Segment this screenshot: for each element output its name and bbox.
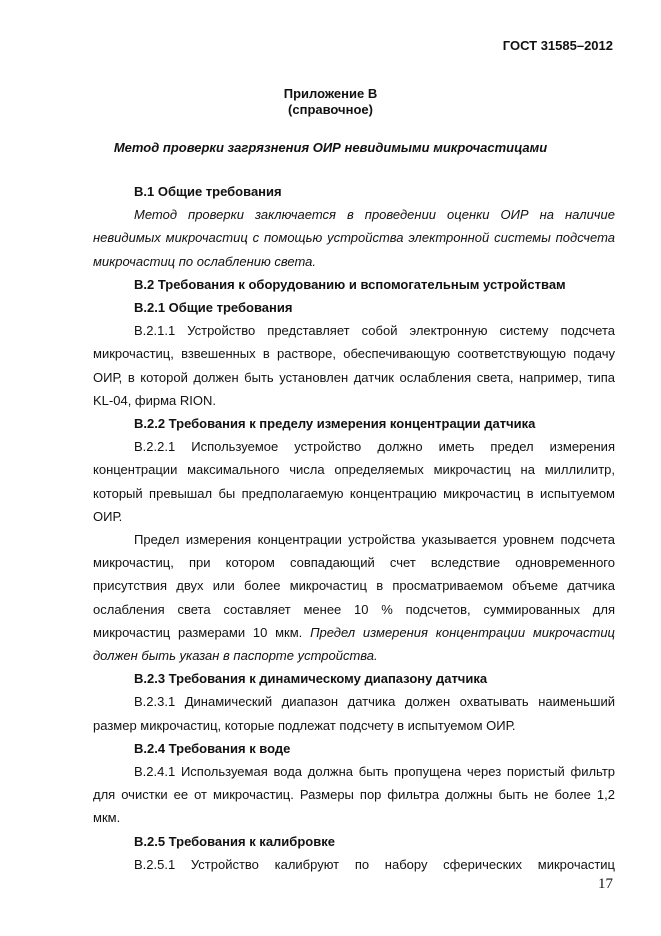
standard-code: ГОСТ 31585–2012 xyxy=(502,38,613,53)
method-title: Метод проверки загрязнения ОИР невидимыми микрочастицами xyxy=(113,140,548,155)
section-heading-b24: В.2.4 Требования к воде xyxy=(134,740,291,756)
annex-status: (справочное) xyxy=(288,102,373,117)
paragraph-b251: В.2.5.1 Устройство калибруют по набору сферических микрочастиц xyxy=(134,856,615,872)
section-heading-b23: В.2.3 Требования к динамическому диапазону датчика xyxy=(134,671,488,687)
annex-title: Приложение В xyxy=(283,86,378,101)
section-heading-b22: В.2.2 Требования к пределу измерения концентрации датчика xyxy=(134,416,536,432)
annex-heading xyxy=(0,86,661,118)
paragraph-b231: В.2.3.1 Динамический диапазон датчика должен охватывать наименьший размер микрочастиц, которые подлежат подсчету в испытуемом ОИР. xyxy=(93,694,615,733)
document-body xyxy=(93,180,615,876)
page-number: 17 xyxy=(598,876,613,892)
paragraph-b221-limit-italic: Предел измерения концентрации микрочастиц должен быть указан в паспорте устройства. xyxy=(93,624,615,664)
section-heading-b25: В.2.5 Требования к калибровке xyxy=(134,833,335,849)
paragraph-b1: Метод проверки заключается в проведении оценки ОИР на наличие невидимых микрочастиц с помощью устройства электронной системы подсчета микрочастиц по ослаблению света. xyxy=(93,207,615,269)
paragraph-b211: В.2.1.1 Устройство представляет собой электронную систему подсчета микрочастиц, взвешенных в растворе, обеспечивающую соответствующую подачу ОИР, в которой должен быть установлен датчик ослабления света, например, типа KL-04, фирма RION. xyxy=(93,323,615,408)
section-heading-b21: В.2.1 Общие требования xyxy=(134,300,293,316)
paragraph-b221-limit xyxy=(93,528,615,667)
section-heading-b1: В.1 Общие требования xyxy=(134,184,282,199)
paragraph-b241: В.2.4.1 Используемая вода должна быть пропущена через пористый фильтр для очистки ее от микрочастиц. Размеры пор фильтра должны быть не более 1,2 мкм. xyxy=(93,764,615,826)
paragraph-b221: В.2.2.1 Используемое устройство должно иметь предел измерения концентрации максимального числа определяемых микрочастиц на миллилитр, который превышал бы предполагаемую концентрацию микрочастиц в испытуемом ОИР. xyxy=(93,439,615,524)
section-heading-b2: В.2 Требования к оборудованию и вспомогательным устройствам xyxy=(134,276,566,292)
paragraph-b221-limit-text: Предел измерения концентрации устройства указывается уровнем подсчета микрочастиц, при котором совпадающий счет вследствие одновременного присутствия двух или более микрочастиц в просматриваемом объеме датчика ослабления света составляет менее 10 % подсчетов, суммированных для микрочастиц размерами 10 мкм. xyxy=(93,532,615,640)
